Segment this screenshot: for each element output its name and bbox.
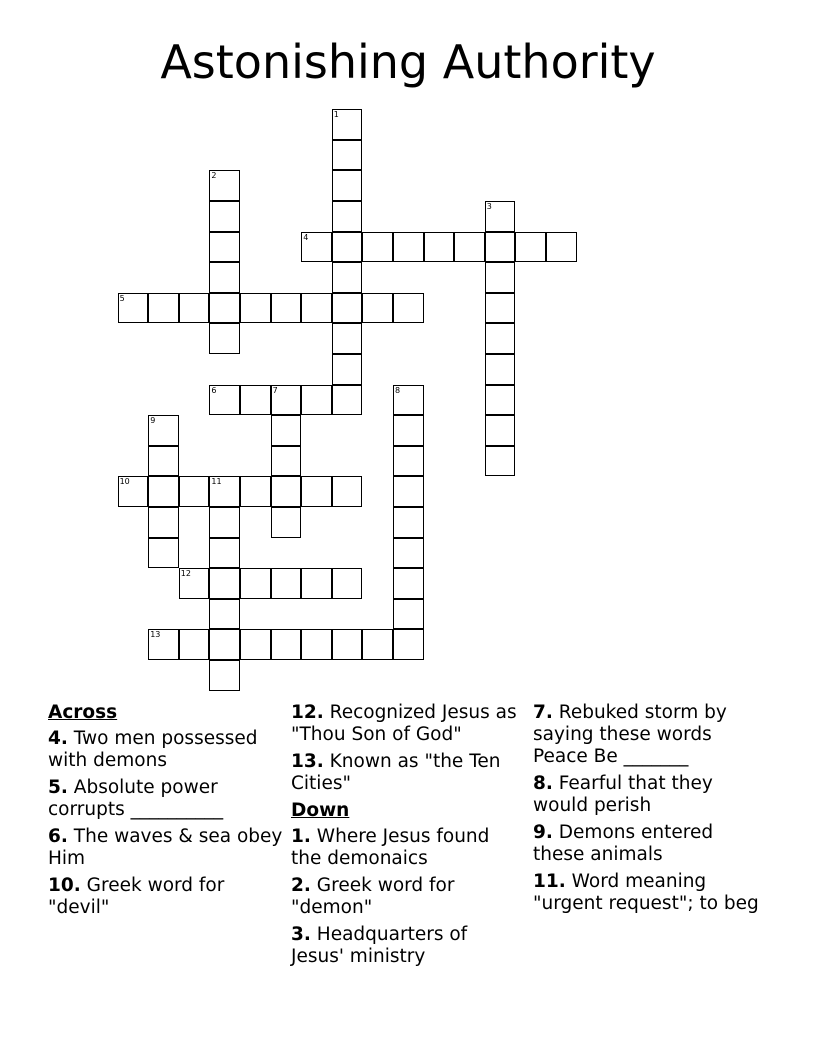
grid-cell[interactable] (148, 446, 179, 477)
cell-number: 4 (303, 232, 309, 242)
grid-cell[interactable] (393, 415, 424, 446)
grid-cell[interactable] (209, 201, 240, 232)
grid-cell[interactable] (179, 476, 210, 507)
clue-column-2 (291, 702, 521, 973)
grid-cell[interactable] (332, 232, 363, 263)
grid-cell[interactable] (485, 201, 516, 232)
grid-cell[interactable] (209, 629, 240, 660)
grid-cell[interactable] (209, 538, 240, 569)
grid-cell[interactable] (209, 262, 240, 293)
grid-cell[interactable] (301, 568, 332, 599)
cell-number: 11 (211, 477, 222, 487)
grid-cell[interactable] (454, 232, 485, 263)
grid-cell[interactable] (209, 170, 240, 201)
grid-cell[interactable] (485, 232, 516, 263)
grid-cell[interactable] (332, 354, 363, 385)
grid-cell[interactable] (148, 629, 179, 660)
clue-text: Demons entered these animals (533, 822, 714, 865)
grid-cell[interactable] (271, 476, 302, 507)
grid-cell[interactable] (209, 599, 240, 630)
grid-cell[interactable] (332, 476, 363, 507)
grid-cell[interactable] (240, 568, 271, 599)
grid-cell[interactable] (362, 629, 393, 660)
grid-cell[interactable] (240, 293, 271, 324)
grid-cell[interactable] (209, 232, 240, 263)
grid-cell[interactable] (332, 170, 363, 201)
clue-text: Rebuked storm by saying these words Peace Be _______ (533, 702, 727, 767)
grid-cell[interactable] (271, 568, 302, 599)
grid-cell[interactable] (209, 385, 240, 416)
clue-number: 7. (533, 702, 553, 723)
clue-text: Headquarters of Jesus' ministry (291, 924, 468, 967)
grid-cell[interactable] (148, 293, 179, 324)
grid-cell[interactable] (179, 629, 210, 660)
grid-cell[interactable] (148, 507, 179, 538)
grid-cell[interactable] (332, 323, 363, 354)
grid-cell[interactable] (301, 385, 332, 416)
cell-number: 13 (150, 630, 161, 640)
clue-across-6 (48, 826, 284, 870)
clue-text: Word meaning "urgent request"; to beg (533, 871, 759, 914)
grid-cell[interactable] (362, 293, 393, 324)
clue-number: 11. (533, 871, 566, 892)
grid-cell[interactable] (393, 232, 424, 263)
grid-cell[interactable] (148, 476, 179, 507)
clue-down-1 (291, 826, 521, 870)
grid-cell[interactable] (209, 323, 240, 354)
grid-cell[interactable] (271, 293, 302, 324)
clue-column-1 (48, 702, 284, 924)
cell-number: 5 (119, 293, 125, 303)
grid-cell[interactable] (271, 629, 302, 660)
grid-cell[interactable] (240, 385, 271, 416)
cell-number: 1 (333, 110, 339, 120)
clue-text: Greek word for "devil" (48, 875, 225, 918)
grid-cell[interactable] (332, 109, 363, 140)
grid-cell[interactable] (485, 293, 516, 324)
grid-cell[interactable] (393, 293, 424, 324)
clue-text: Greek word for "demon" (291, 875, 455, 918)
grid-cell[interactable] (209, 568, 240, 599)
grid-cell[interactable] (393, 629, 424, 660)
grid-cell[interactable] (393, 599, 424, 630)
grid-cell[interactable] (209, 476, 240, 507)
clue-text: Where Jesus found the demonaics (291, 826, 490, 869)
grid-cell[interactable] (301, 232, 332, 263)
puzzle-title: Astonishing Authority (160, 35, 656, 89)
clue-number: 9. (533, 822, 553, 843)
cell-number: 10 (119, 477, 130, 487)
clue-text: Known as "the Ten Cities" (291, 751, 501, 794)
clue-across-12 (291, 702, 521, 746)
clue-across-10 (48, 875, 284, 919)
clue-down-7 (533, 702, 763, 768)
grid-cell[interactable] (179, 568, 210, 599)
grid-cell[interactable] (209, 507, 240, 538)
clue-number: 1. (291, 826, 311, 847)
clue-down-3 (291, 924, 521, 968)
cell-number: 3 (486, 202, 492, 211)
clue-number: 6. (48, 826, 68, 847)
cell-number: 2 (211, 171, 217, 181)
cell-number: 7 (272, 385, 278, 395)
clue-across-4 (48, 728, 284, 772)
grid-cell[interactable] (301, 293, 332, 324)
grid-cell[interactable] (271, 415, 302, 446)
grid-cell[interactable] (271, 385, 302, 416)
grid-cell[interactable] (148, 538, 179, 569)
grid-cell[interactable] (485, 446, 516, 477)
clue-down-9 (533, 822, 763, 866)
clue-number: 13. (291, 751, 324, 772)
grid-cell[interactable] (362, 232, 393, 263)
grid-cell[interactable] (332, 629, 363, 660)
grid-cell[interactable] (332, 140, 363, 171)
grid-cell[interactable] (240, 476, 271, 507)
clue-across-5 (48, 777, 284, 821)
grid-cell[interactable] (332, 385, 363, 416)
clue-text: Fearful that they would perish (533, 773, 713, 816)
clue-number: 8. (533, 773, 553, 794)
across-heading: Across (48, 702, 118, 723)
grid-cell[interactable] (301, 629, 332, 660)
grid-cell[interactable] (209, 660, 240, 691)
grid-cell[interactable] (515, 232, 546, 263)
clue-number: 4. (48, 728, 68, 749)
grid-cell[interactable] (271, 507, 302, 538)
clue-across-13 (291, 751, 521, 795)
clue-text: Two men possessed with demons (48, 728, 258, 771)
grid-cell[interactable] (393, 446, 424, 477)
grid-cell[interactable] (179, 293, 210, 324)
cell-number: 8 (395, 385, 401, 395)
grid-cell[interactable] (118, 476, 149, 507)
grid-cell[interactable] (332, 293, 363, 324)
grid-cell[interactable] (393, 507, 424, 538)
grid-cell[interactable] (271, 446, 302, 477)
clue-down-8 (533, 773, 763, 817)
grid-cell[interactable] (240, 629, 271, 660)
clue-number: 10. (48, 875, 81, 896)
cell-number: 9 (150, 416, 156, 426)
cell-number: 12 (180, 569, 191, 579)
down-heading: Down (291, 800, 350, 821)
clue-column-3 (533, 702, 763, 920)
grid-cell[interactable] (485, 323, 516, 354)
clue-down-11 (533, 871, 763, 915)
clue-text: The waves & sea obey Him (48, 826, 283, 869)
grid-cell[interactable] (393, 385, 424, 416)
clue-down-2 (291, 875, 521, 919)
grid-cell[interactable] (546, 232, 577, 263)
clue-text: Absolute power corrupts __________ (48, 777, 224, 820)
grid-cell[interactable] (424, 232, 455, 263)
clue-number: 5. (48, 777, 68, 798)
grid-cell[interactable] (485, 262, 516, 293)
grid-cell[interactable] (485, 385, 516, 416)
grid-cell[interactable] (393, 568, 424, 599)
grid-cell[interactable] (118, 293, 149, 324)
clue-number: 2. (291, 875, 311, 896)
grid-cell[interactable] (485, 354, 516, 385)
grid-cell[interactable] (393, 476, 424, 507)
clue-number: 12. (291, 702, 324, 723)
grid-cell[interactable] (393, 538, 424, 569)
grid-cell[interactable] (332, 262, 363, 293)
grid-cell[interactable] (301, 476, 332, 507)
grid-cell[interactable] (148, 415, 179, 446)
cell-number: 6 (211, 385, 217, 395)
grid-cell[interactable] (209, 293, 240, 324)
clue-text: Recognized Jesus as "Thou Son of God" (291, 702, 517, 745)
grid-cell[interactable] (332, 568, 363, 599)
clue-number: 3. (291, 924, 311, 945)
grid-cell[interactable] (332, 201, 363, 232)
grid-cell[interactable] (485, 415, 516, 446)
